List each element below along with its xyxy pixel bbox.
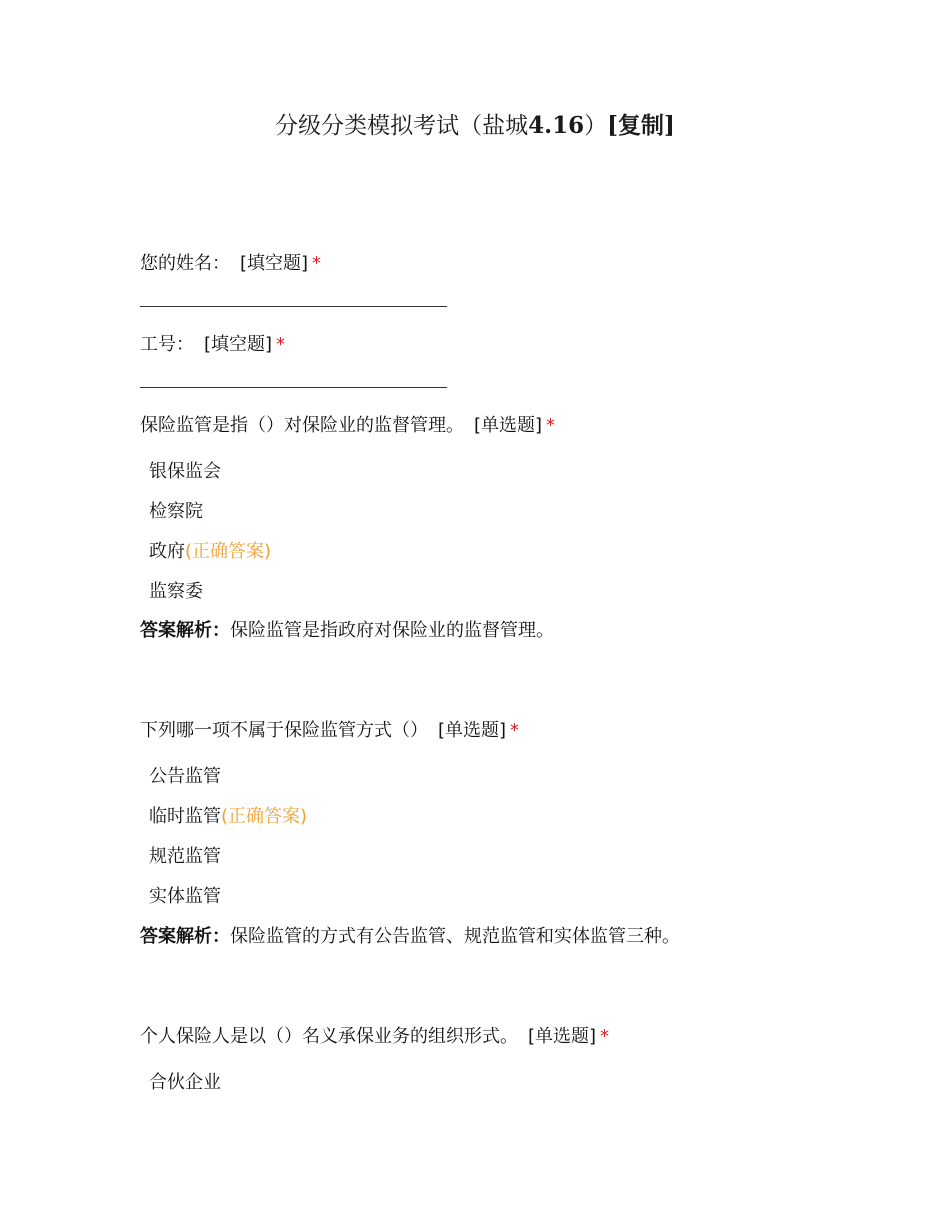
analysis-text: 保险监管是指政府对保险业的监督管理。	[230, 620, 554, 641]
option-label: 检察院	[149, 501, 203, 522]
analysis-text: 保险监管的方式有公告监管、规范监管和实体监管三种。	[230, 926, 680, 947]
question-text: 保险监管是指（）对保险业的监督管理。	[140, 415, 464, 436]
option-label: 政府	[149, 541, 185, 562]
employee-id-answer-field[interactable]	[140, 387, 447, 388]
required-mark: *	[276, 334, 286, 355]
question-4	[140, 719, 519, 743]
option-item[interactable]	[149, 885, 221, 909]
question-type: [单选题]	[438, 720, 507, 741]
question-text: 个人保险人是以（）名义承保业务的组织形式。	[140, 1026, 518, 1047]
title-number: 4.16	[528, 112, 585, 139]
title-suffix: ）	[584, 113, 608, 139]
question-type: [单选题]	[474, 415, 543, 436]
option-item[interactable]	[149, 580, 203, 604]
question-text: 下列哪一项不属于保险监管方式（）	[140, 720, 428, 741]
option-item[interactable]	[149, 845, 221, 869]
question-type: [填空题]	[240, 253, 309, 274]
correct-answer-mark: (正确答案)	[185, 541, 272, 562]
option-label: 实体监管	[149, 886, 221, 907]
title-prefix: 分级分类模拟考试（盐城	[275, 113, 529, 139]
question-type: [单选题]	[528, 1026, 597, 1047]
correct-answer-mark: (正确答案)	[221, 806, 308, 827]
option-label: 临时监管	[149, 806, 221, 827]
option-item[interactable]	[149, 460, 221, 484]
question-name	[140, 252, 321, 276]
option-label: 规范监管	[149, 846, 221, 867]
question-3	[140, 414, 555, 438]
required-mark: *	[510, 720, 520, 741]
option-item[interactable]	[149, 1071, 221, 1095]
name-answer-field[interactable]	[140, 306, 447, 307]
page-title	[0, 110, 950, 142]
option-label: 银保监会	[149, 461, 221, 482]
option-item[interactable]	[149, 805, 307, 829]
option-label: 监察委	[149, 581, 203, 602]
answer-analysis	[140, 925, 680, 949]
required-mark: *	[600, 1026, 610, 1047]
question-type: [填空题]	[204, 334, 273, 355]
question-employee-id	[140, 333, 285, 357]
question-5	[140, 1025, 609, 1049]
question-text: 您的姓名：	[140, 253, 230, 274]
option-label: 合伙企业	[149, 1072, 221, 1093]
option-item[interactable]	[149, 540, 271, 564]
copy-tag: [复制]	[607, 112, 675, 139]
question-text: 工号：	[140, 334, 194, 355]
required-mark: *	[546, 415, 556, 436]
option-item[interactable]	[149, 500, 203, 524]
option-label: 公告监管	[149, 766, 221, 787]
analysis-label: 答案解析：	[140, 620, 230, 641]
option-item[interactable]	[149, 765, 221, 789]
analysis-label: 答案解析：	[140, 926, 230, 947]
required-mark: *	[312, 253, 322, 274]
answer-analysis	[140, 619, 554, 643]
